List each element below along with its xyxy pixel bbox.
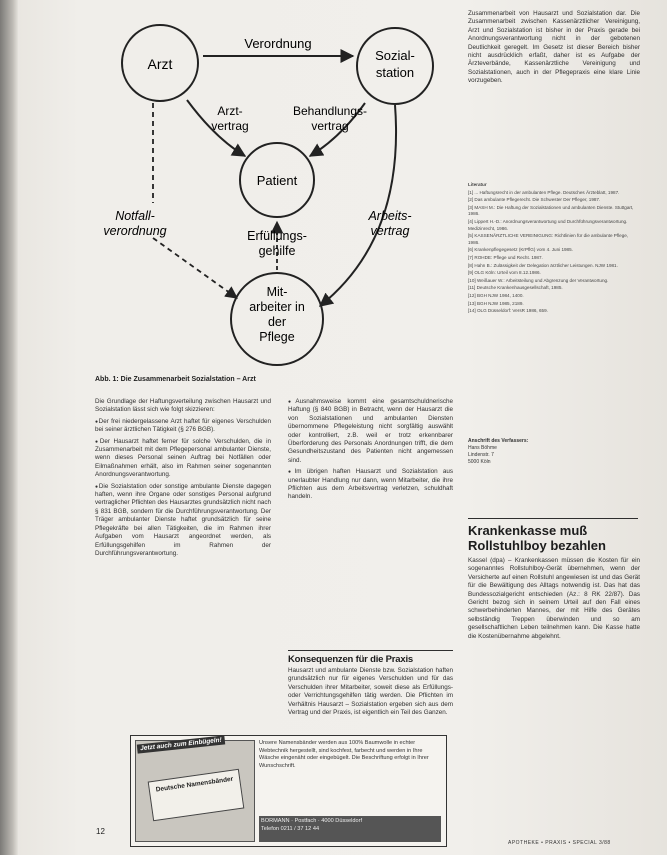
article-column-left — [95, 398, 271, 561]
reference-item: [5] KASSENÄRZTLICHE VEREINIGUNG: Richtlinien für die ambulante Pflege, 1986. — [468, 233, 629, 245]
node-label-arzt: Arzt — [147, 56, 173, 72]
reference-item: [14] OLG Düsseldorf: VersR 1986, 659. — [468, 308, 548, 314]
reference-item: [6] Krankenpflegegesetz (KrPflG) vom 4. Juni 1985. — [468, 247, 573, 253]
author-line: 5000 Köln — [468, 459, 491, 465]
journal-footer: APOTHEKE • PRAXIS • SPECIAL 3/88 — [508, 840, 611, 846]
diagram-svg — [95, 8, 455, 373]
bullet-paragraph: ● Der Hausarzt haftet ferner für solche Verschulden, die in Zusammenarbeit mit dem Pflegepersonal ambulanter Dienste, wenn dieses Personal seinen Auftrag bei Notfällen oder Eilmaßnahmen erhält, also im Rahmen seiner sogenannten Anordnungsverantwortung. — [95, 438, 271, 480]
edge-label-arztvertrag-1: Arzt- — [217, 104, 243, 118]
paragraph: Zusammenarbeit von Hausarzt und Sozialstation dar. Die Zusammenarbeit zwischen Kassenärztlicher Vereinigung, Arzt und Sozialstation ist bisher in der Praxis gerade bei Anordnungsverantwortung nicht in der gebotenen Deutlichkeit geregelt. Im Gesetz ist dieser Bereich bisher nicht ausdrücklich erfaßt, daher ist es Aufgabe der Ärzteverbände, Kassenärztliche Vereinigung und Sozialstationen, auch in der Pflegepraxis eine klare Linie vorzugeben. — [468, 10, 640, 85]
article-column-right — [468, 10, 640, 89]
page-number: 12 — [96, 827, 105, 836]
reference-item: [2] Das ambulante Pflegerecht. Die Schwester Der Pfleger, 1987. — [468, 197, 601, 203]
edge-label-behandlung-1: Behandlungs- — [292, 104, 368, 118]
reference-item: [10] Weißauer W.: Arbeitsteilung und Abgrenzung der Verantwortung. — [468, 277, 609, 283]
edge-label-erfuellung-2: gehilfe — [258, 244, 296, 258]
reference-item: [13] BGH NJW 1985, 2189. — [468, 300, 524, 306]
edge-arbeitsvertrag — [320, 105, 396, 306]
edge-label-arztvertrag-2: vertrag — [211, 119, 249, 133]
references-title: Literatur — [468, 182, 487, 187]
ad-badge: Jetzt auch zum Einbügeln! — [137, 735, 225, 753]
paragraph: Hausarzt und ambulante Dienste bzw. Sozialstation haften grundsätzlich nur für eigenes Verschulden und für das Verschulden ihrer Mitarbeiter, soweit diese als Erfüllungs- oder Verrichtungsgehilfen tätig werden. Die Pflichten im Verhältnis Hausarzt – Sozialstation ergeben sich aus dem Vertrag und der Praxis, ist eigentlich ein Teil des Ganzen. — [288, 667, 453, 717]
author-label: Anschrift des Verfassers: — [468, 438, 529, 444]
ad-footer — [259, 816, 441, 842]
edge-label-erfuellung-1: Erfüllungs- — [247, 229, 307, 243]
node-label-mitarbeiter-1: Mit- — [266, 285, 288, 299]
bullet-paragraph: ● Der frei niedergelassene Arzt haftet für eigenes Verschulden bei seiner ärztlichen Tätigkeit (§ 276 BGB). — [95, 418, 271, 435]
news-headline: Krankenkasse muß Rollstuhlboy bezahlen — [468, 518, 638, 553]
figure-caption: Abb. 1: Die Zusammenarbeit Sozialstation – Arzt — [95, 376, 256, 383]
ad-footer-line: Telefon 0211 / 37 12 44 — [261, 826, 320, 832]
bullet-paragraph: ● Ausnahmsweise kommt eine gesamtschuldnerische Haftung (§ 840 BGB) in Betracht, wenn der Hausarzt die von Sozialstationen und ambulanten Diensten übernommene Pflegeleistung nicht sorgfältig auswählt oder kontrolliert, z.B. weil er trotz erkennbarer Überforderung des Personals Anordnungen trifft, die dem Gesundheitszustand des Patienten nicht angemessen sind. — [288, 398, 453, 465]
author-address — [468, 438, 528, 466]
edge-label-behandlung-2: vertrag — [311, 119, 349, 133]
section-heading: Konsequenzen für die Praxis — [288, 650, 453, 665]
reference-item: [4] Lippert H.-D.: Anordnungsverantwortung und Durchführungsverantwortung. Medizinrecht, 1986. — [468, 218, 628, 231]
relationship-diagram — [95, 8, 455, 373]
bullet-paragraph: ● Die Sozialstation oder sonstige ambulante Dienste dagegen haften, wenn ihre Organe oder sonstiges Personal aufgrund vertraglicher Pflichten des Hausarztes grundsätzlich nicht nach § 831 BGB, sondern für die Durchführungsverantwortung. Der Träger ambulanter Dienste haftet grundsätzlich für seine Pflegekräfte bei allen Tätigkeiten, die im Rahmen ihrer Aufgaben vom Hausarzt angeordnet werden, als Erfüllungsgehilfen im Rahmen der Durchführungsverantwortung. — [95, 483, 271, 559]
bullet-paragraph: ● Im übrigen haften Hausarzt und Sozialstation aus unerlaubter Handlung nur dann, wenn Mitarbeiter, die ihre Pflichten aus dem Arbeitsvertrag verletzen, schuldhaft handeln. — [288, 468, 453, 502]
node-label-mitarbeiter-3: der — [267, 315, 287, 329]
reference-item: [7] ROHDE: Pflege und Recht. 1987. — [468, 254, 543, 260]
node-label-sozialstation-1: Sozial- — [375, 48, 415, 63]
reference-item: [3] MASH M.: Die Haftung der Sozialstationen und ambulanten Dienste. Stuttgart, 1986. — [468, 204, 634, 217]
paragraph: Die Grundlage der Haftungsverteilung zwischen Hausarzt und Sozialstation lässt sich wie folgt skizzieren: — [95, 398, 271, 414]
edge-label-arbeits-1: Arbeits- — [368, 209, 412, 223]
article-column-middle-lower — [288, 667, 453, 720]
edge-label-notfall-2: verordnung — [103, 224, 167, 238]
edge-label-arbeits-2: vertrag — [370, 224, 410, 238]
author-line: Lindenstr. 7 — [468, 452, 494, 458]
paragraph: Kassel (dpa) – Krankenkassen müssen die Kosten für ein sogenanntes Rollstuhlboy-Gerät übernehmen, wenn der Versicherte auf einen Rollstuhl angewiesen ist und das Gerät für die Bewältigung des Alltags notwendig ist. Das hat das Bundessozialgericht entschieden (Az.: 8 RK 22/87). Das Gericht bezog sich in seinem Urteil auf den Fall eines schwerbehinderten Mannes, der mit Hilfe des Gerätes selbständig Treppen überwinden und so am gesellschaftlichen Leben teilnehmen kann. Die Kasse hatte die Kostenübernahme abgelehnt. — [468, 557, 640, 640]
page-gutter-shadow — [0, 0, 18, 855]
node-label-mitarbeiter-4: Pflege — [259, 330, 295, 344]
article-column-middle — [288, 398, 453, 505]
edge-label-verordnung: Verordnung — [244, 36, 312, 51]
reference-item: [11] Deutsche Krankenhausgesellschaft, 1985. — [468, 285, 563, 291]
edge-notfall-diagonal — [153, 238, 237, 298]
references-list — [468, 182, 640, 316]
node-label-mitarbeiter-2: arbeiter in — [249, 300, 305, 314]
ad-product-image — [135, 740, 255, 842]
edge-label-notfall-1: Notfall- — [115, 209, 155, 223]
ad-footer-line: BORMANN · Postfach · 4000 Düsseldorf — [261, 818, 363, 824]
node-label-patient: Patient — [256, 173, 298, 188]
node-label-sozialstation-2: station — [375, 65, 415, 80]
reference-item: [8] Hahn B.: Zulässigkeit der Delegation ärztlicher Leistungen. NJW 1981. — [468, 262, 618, 268]
author-line: Hans Böhme — [468, 445, 497, 451]
ad-body-text: Unsere Namensbänder werden aus 100% Baumwolle in echter Webtechnik hergestellt, sind kochfest, farbecht und werden in Ihre Wäsche eingenäht oder eingebügelt. Die Beschriftung erfolgt in Ihrer Wunschschrift. — [259, 740, 429, 769]
news-body — [468, 557, 640, 644]
reference-item: [12] BGH NJW 1984, 1400. — [468, 292, 524, 298]
reference-item: [9] OLG Köln: Urteil vom 8.12.1986. — [468, 270, 541, 276]
advertisement-box — [130, 735, 447, 847]
ad-label-sample: Deutsche Namensbänder — [148, 769, 245, 821]
reference-item: [1] ... Haftungsrecht in der ambulanten Pflege. Deutsches Ärzteblatt, 1987. — [468, 189, 620, 195]
